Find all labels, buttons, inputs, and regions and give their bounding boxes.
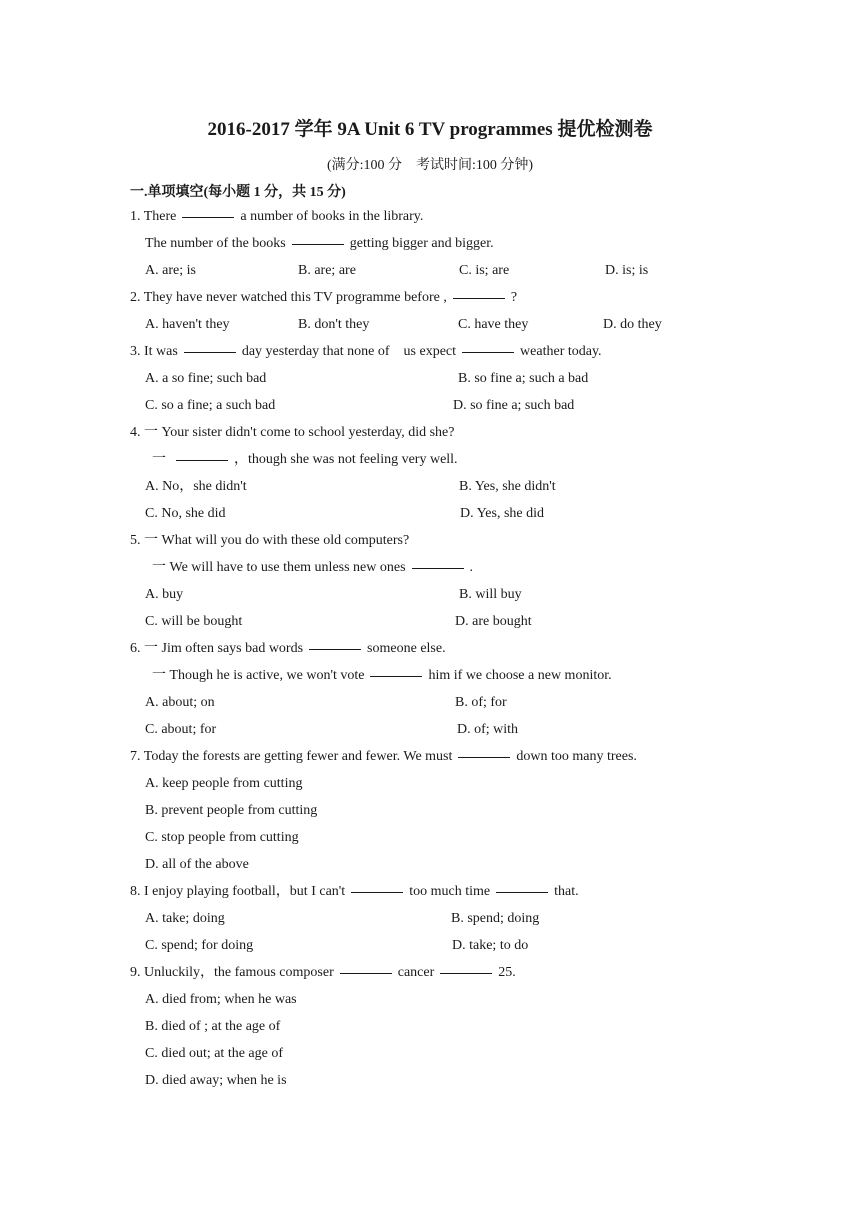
q1-option-d: D. is; is: [605, 263, 649, 278]
answer-blank: [458, 756, 510, 758]
q9-option-d: D. died away; when he is: [145, 1073, 287, 1088]
q4-option-b: B. Yes, she didn't: [459, 479, 556, 494]
question-6-line-2: [152, 667, 612, 685]
page-subtitle: (满分:100 分 考试时间:100 分钟): [326, 158, 534, 173]
q7-option-b: B. prevent people from cutting: [145, 803, 318, 818]
q9-option-b: B. died of ; at the age of: [145, 1019, 281, 1034]
question-text: ?: [510, 290, 518, 305]
q4-option-d: D. Yes, she did: [460, 506, 545, 521]
answer-blank: [453, 297, 505, 299]
question-text: 5. 一 What will you do with these old computers?: [130, 533, 410, 548]
q5-option-b: B. will buy: [459, 587, 522, 602]
question-8-line-1: [130, 883, 579, 901]
answer-blank: [440, 972, 492, 974]
question-text: too much time: [409, 884, 491, 899]
question-text: 一: [152, 452, 166, 467]
answer-blank: [462, 351, 514, 353]
q7-option-a: A. keep people from cutting: [145, 776, 303, 791]
q7-option-c: C. stop people from cutting: [145, 830, 299, 845]
q8-option-c: C. spend; for doing: [145, 938, 254, 953]
answer-blank: [351, 891, 403, 893]
q9-option-a: A. died from; when he was: [145, 992, 297, 1007]
question-text: 3. It was: [130, 344, 178, 359]
question-text: day yesterday that none of us expect: [241, 344, 457, 359]
question-2-line-1: [130, 289, 517, 307]
answer-blank: [496, 891, 548, 893]
question-text: 8. I enjoy playing football，but I can't: [130, 884, 346, 899]
answer-blank: [412, 567, 464, 569]
q1-option-b: B. are; are: [298, 263, 356, 278]
question-text: down too many trees.: [516, 749, 637, 764]
question-text: getting bigger and bigger.: [349, 236, 494, 251]
q3-option-d: D. so fine a; such bad: [453, 398, 575, 413]
question-1-line-2: [145, 235, 494, 253]
q5-option-d: D. are bought: [455, 614, 532, 629]
question-5-line-1: [130, 532, 409, 550]
q8-option-d: D. take; to do: [452, 938, 529, 953]
question-text: The number of the books: [145, 236, 286, 251]
question-text: 1. There: [130, 209, 177, 224]
page-title: 2016-2017 学年 9A Unit 6 TV programmes 提优检测卷: [207, 119, 653, 140]
question-text: 9. Unluckily，the famous composer: [130, 965, 334, 980]
q6-option-b: B. of; for: [455, 695, 507, 710]
q6-option-d: D. of; with: [457, 722, 519, 737]
question-text: 4. 一 Your sister didn't come to school yesterday, did she?: [130, 425, 455, 440]
q9-option-c: C. died out; at the age of: [145, 1046, 284, 1061]
question-1-line-1: [130, 208, 423, 226]
answer-blank: [309, 648, 361, 650]
question-text: ，though she was not feeling very well.: [234, 452, 458, 467]
question-3-line-1: [130, 343, 602, 361]
question-text: 7. Today the forests are getting fewer and fewer. We must: [130, 749, 453, 764]
question-text: a number of books in the library.: [240, 209, 424, 224]
q3-option-b: B. so fine a; such a bad: [458, 371, 589, 386]
question-text: 一 We will have to use them unless new ones: [152, 560, 406, 575]
section-heading: 一.单项填空(每小题 1 分，共 15 分): [130, 185, 346, 200]
question-text: weather today.: [520, 344, 602, 359]
question-text: that.: [554, 884, 579, 899]
question-text: 一 Though he is active, we won't vote: [152, 668, 365, 683]
answer-blank: [184, 351, 236, 353]
q8-option-b: B. spend; doing: [451, 911, 540, 926]
answer-blank: [340, 972, 392, 974]
answer-blank: [182, 216, 234, 218]
question-text: someone else.: [367, 641, 446, 656]
q3-option-a: A. a so fine; such bad: [145, 371, 267, 386]
question-text: cancer: [397, 965, 435, 980]
question-4-line-1: [130, 424, 454, 442]
q8-option-a: A. take; doing: [145, 911, 225, 926]
question-9-line-1: [130, 964, 516, 982]
question-text: 6. 一 Jim often says bad words: [130, 641, 304, 656]
question-text: him if we choose a new monitor.: [428, 668, 612, 683]
q3-option-c: C. so a fine; a such bad: [145, 398, 276, 413]
question-4-line-2: [152, 451, 458, 469]
answer-blank: [370, 675, 422, 677]
answer-blank: [176, 459, 228, 461]
q1-option-c: C. is; are: [459, 263, 510, 278]
q2-option-a: A. haven't they: [145, 317, 230, 332]
q2-option-b: B. don't they: [298, 317, 370, 332]
question-text: .: [469, 560, 474, 575]
question-text: 2. They have never watched this TV programme before ,: [130, 290, 447, 305]
question-6-line-1: [130, 640, 446, 658]
q2-option-c: C. have they: [458, 317, 529, 332]
q5-option-c: C. will be bought: [145, 614, 243, 629]
question-7-line-1: [130, 748, 637, 766]
question-text: 25.: [498, 965, 516, 980]
q2-option-d: D. do they: [603, 317, 662, 332]
q4-option-a: A. No，she didn't: [145, 479, 247, 494]
q7-option-d: D. all of the above: [145, 857, 249, 872]
q5-option-a: A. buy: [145, 587, 184, 602]
q6-option-a: A. about; on: [145, 695, 215, 710]
q1-option-a: A. are; is: [145, 263, 196, 278]
q4-option-c: C. No, she did: [145, 506, 226, 521]
q6-option-c: C. about; for: [145, 722, 217, 737]
question-5-line-2: [152, 559, 473, 577]
answer-blank: [292, 243, 344, 245]
